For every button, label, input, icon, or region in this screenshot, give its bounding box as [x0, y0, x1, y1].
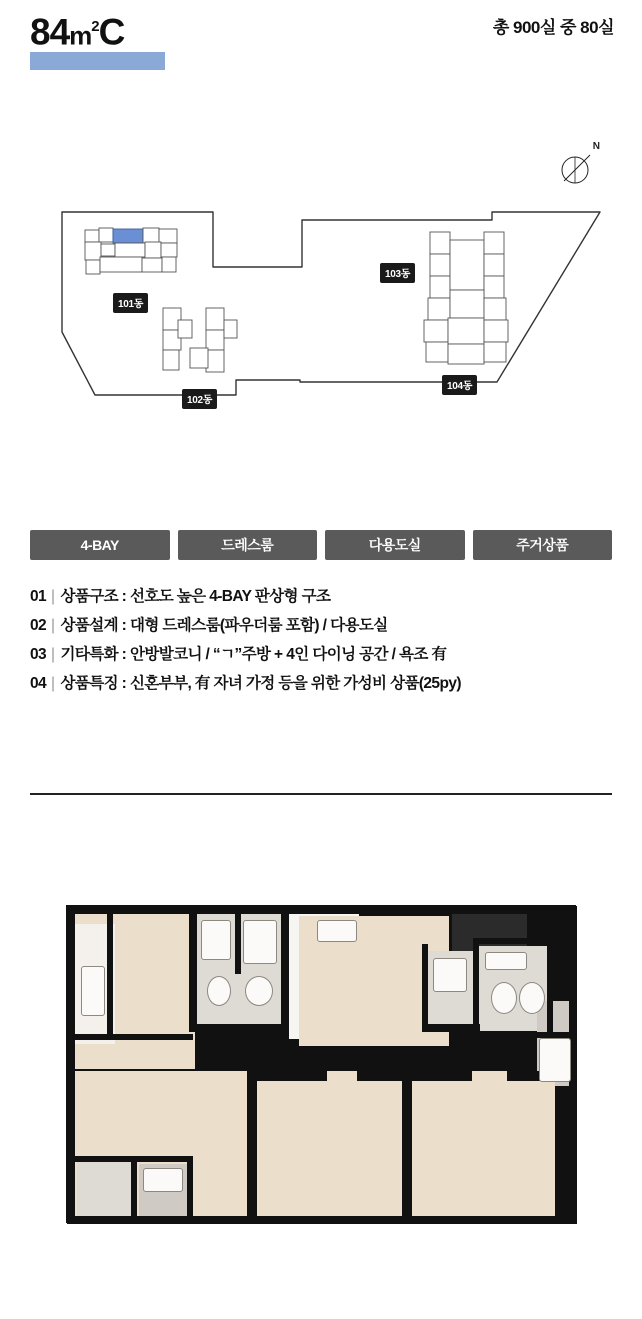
site-map — [0, 120, 642, 440]
site-plan-drawing — [0, 120, 642, 440]
spec-number-01: 01 — [30, 588, 47, 605]
wall-h-5 — [257, 1071, 327, 1081]
spec-text-02: 상품설계 : 대형 드레스룸(파우더룸 포함) / 다용도실 — [60, 617, 388, 634]
spec-list — [30, 582, 630, 698]
wall-top — [67, 906, 577, 914]
unit-area-value: 84 — [30, 11, 70, 53]
total-rooms-count: 총 900실 중 80실 — [492, 18, 614, 37]
wall-h-6 — [357, 1071, 407, 1081]
spec-separator-01: | — [51, 588, 55, 605]
building-label-102: 102동 — [182, 389, 217, 409]
feature-tag-dressroom: 드레스룸 — [178, 530, 318, 560]
spec-row-02 — [30, 611, 630, 640]
fixture-bathtub — [243, 920, 277, 964]
spec-separator-03: | — [51, 646, 55, 663]
page-header — [0, 0, 642, 90]
spec-number-03: 03 — [30, 646, 47, 663]
wall-h-10 — [75, 1034, 193, 1040]
fixture-sink-2 — [519, 982, 545, 1014]
wall-v-12 — [107, 914, 113, 1034]
wall-h-7 — [412, 1071, 472, 1081]
wall-v-3 — [235, 914, 241, 974]
unit-area-title — [30, 5, 124, 57]
fixture-shower — [201, 920, 231, 960]
fixture-entry-shoe-cabinet — [539, 1038, 571, 1082]
room-balcony-front-left — [77, 1161, 137, 1216]
spec-text-04: 상품특징 : 신혼부부, 有 자녀 가정 등을 위한 가성비 상품(25py) — [60, 675, 461, 692]
wall-v-4 — [422, 944, 428, 1032]
spec-text-03: 기타특화 : 안방발코니 / “ㄱ”주방 + 4인 다이닝 공간 / 욕조 有 — [60, 646, 447, 663]
wall-left — [67, 906, 75, 1224]
building-label-103: 103동 — [380, 263, 415, 283]
spec-row-01 — [30, 582, 630, 611]
spec-separator-02: | — [51, 617, 55, 634]
fixture-sink-1 — [245, 976, 273, 1006]
room-bedroom-2 — [257, 1081, 402, 1216]
wall-h-3 — [473, 938, 529, 944]
fixture-toilet-1 — [207, 976, 231, 1006]
wall-h-1 — [189, 1024, 289, 1032]
unit-type-letter: C — [98, 11, 125, 53]
feature-tag-utilityroom: 다용도실 — [325, 530, 465, 560]
spec-number-02: 02 — [30, 617, 47, 634]
wall-v-11 — [187, 1156, 193, 1216]
fixture-storage-shelf — [143, 1168, 183, 1192]
section-divider — [30, 793, 612, 795]
spec-row-03 — [30, 640, 630, 669]
wall-v-8 — [247, 1071, 257, 1216]
building-label-104: 104동 — [442, 375, 477, 395]
spec-text-01: 상품구조 : 선호도 높은 4-BAY 판상형 구조 — [60, 588, 331, 605]
compass-north-label: N — [592, 141, 600, 152]
spec-separator-04: | — [51, 675, 55, 692]
unit-area-superscript: 2 — [91, 18, 99, 35]
spec-number-04: 04 — [30, 675, 47, 692]
spec-row-04 — [30, 669, 630, 698]
unit-area-unit: m — [69, 20, 92, 51]
feature-tag-residential: 주거상품 — [473, 530, 613, 560]
page-title — [30, 5, 124, 57]
wall-v-2 — [281, 914, 289, 1032]
floor-plan-canvas — [67, 906, 575, 1222]
fixture-cooktop — [317, 920, 357, 942]
wall-v-9 — [402, 1071, 412, 1216]
wall-v-10 — [131, 1156, 137, 1216]
wall-bottom — [67, 1216, 577, 1224]
fixture-tub-guest — [485, 952, 527, 970]
room-bedroom-3 — [412, 1081, 555, 1216]
fixture-toilet-2 — [491, 982, 517, 1014]
building-label-101: 101동 — [113, 293, 148, 313]
title-underline-bar — [30, 52, 165, 70]
fixture-washer — [433, 958, 467, 992]
wall-v-1 — [189, 914, 197, 1032]
wall-h-2 — [422, 1024, 480, 1032]
feature-tag-list — [30, 530, 612, 560]
feature-tag-bay: 4-BAY — [30, 530, 170, 560]
wall-v-6 — [547, 944, 553, 1032]
compass-icon — [556, 141, 600, 189]
wall-v-5 — [473, 944, 479, 1032]
fixture-closet-left — [81, 966, 105, 1016]
floor-plan — [66, 905, 576, 1223]
